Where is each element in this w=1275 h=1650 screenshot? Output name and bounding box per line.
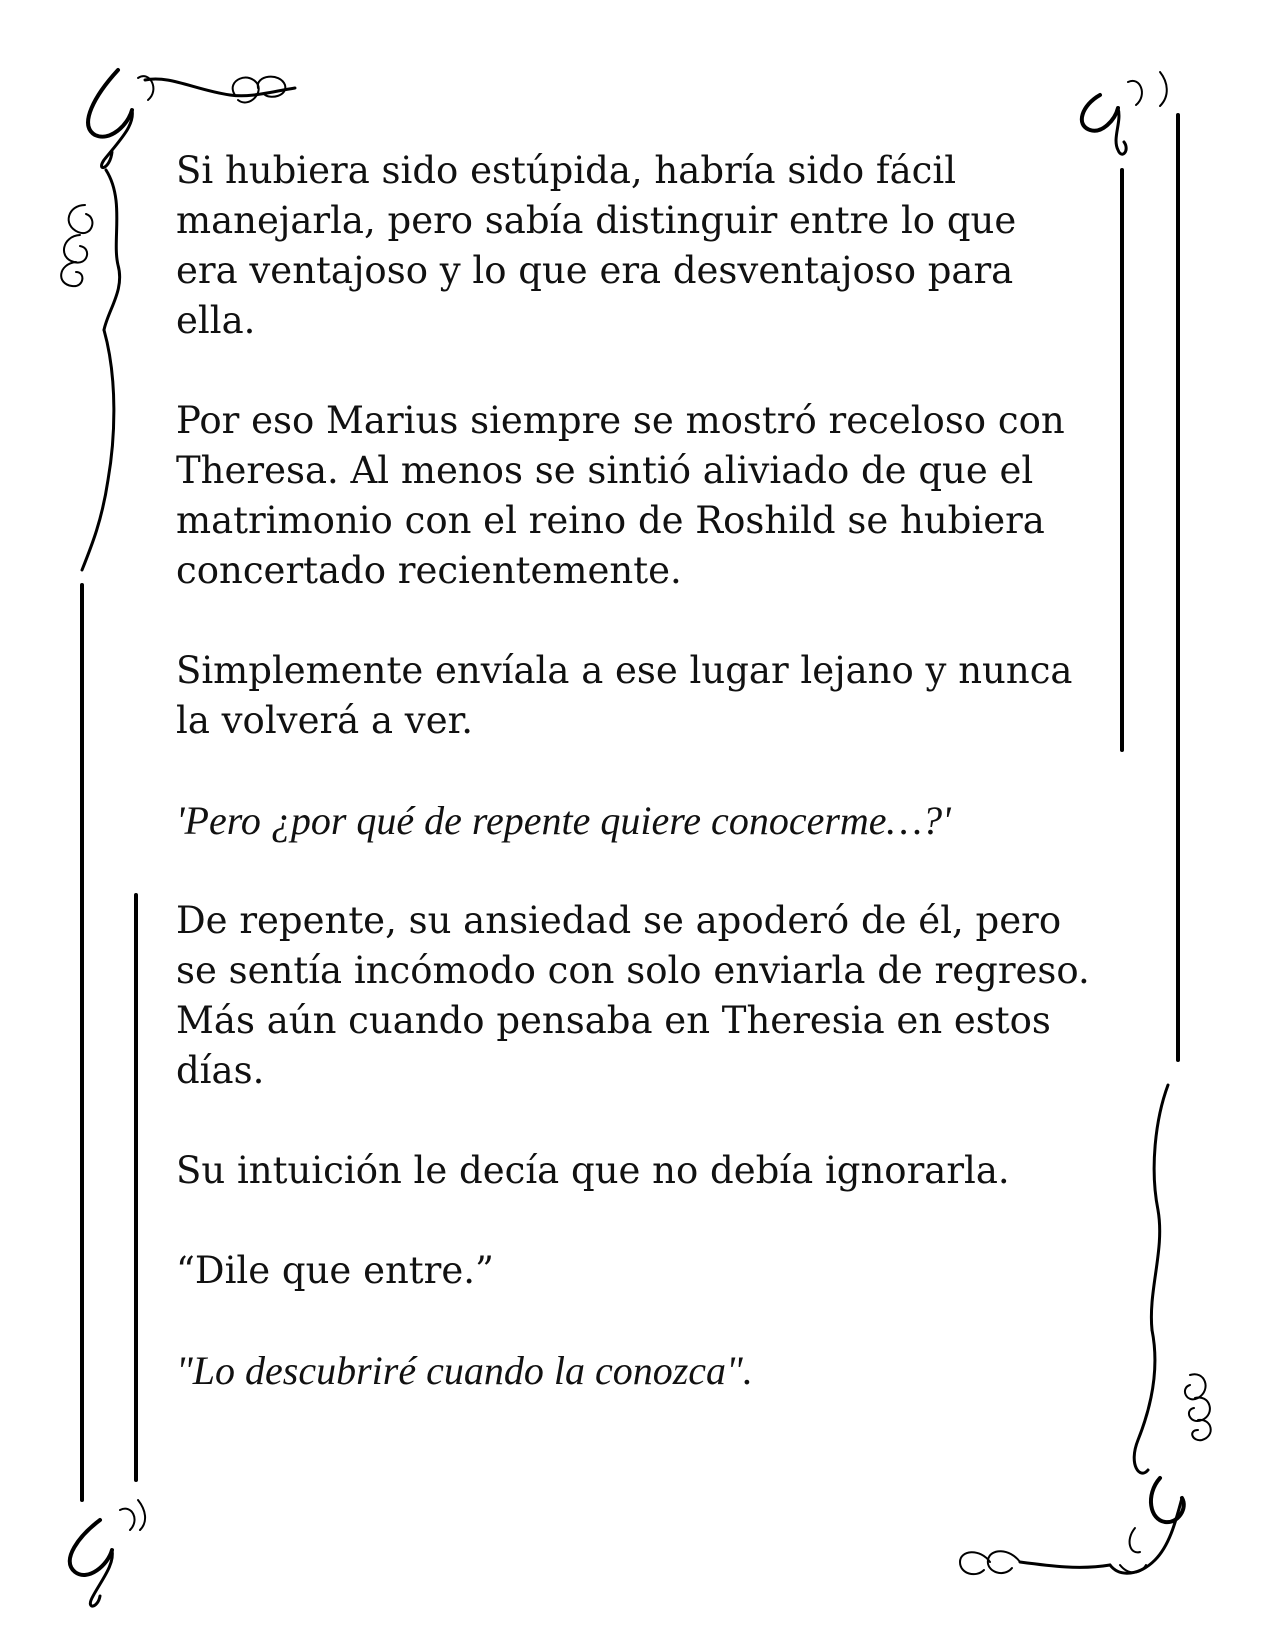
- text-line: ella.: [176, 299, 256, 342]
- text-line: Si hubiera sido estúpida, habría sido fácil: [176, 149, 957, 192]
- text-line: Simplemente envíala a ese lugar lejano y nunca: [176, 649, 1073, 692]
- paragraph-7-dialogue: [176, 1246, 1106, 1296]
- paragraph-5: [176, 896, 1106, 1096]
- text-line: era ventajoso y lo que era desventajoso para: [176, 249, 1014, 292]
- paragraph-8-thought: [176, 1346, 1106, 1396]
- text-line: De repente, su ansiedad se apoderó de él, pero: [176, 899, 1062, 942]
- text-line: “Dile que entre.”: [176, 1249, 494, 1292]
- text-line: Por eso Marius siempre se mostró receloso con: [176, 399, 1065, 442]
- text-line: 'Pero ¿por qué de repente quiere conocerme…?': [176, 798, 951, 843]
- text-line: manejarla, pero sabía distinguir entre lo que: [176, 199, 1017, 242]
- text-line: días.: [176, 1049, 265, 1092]
- text-line: se sentía incómodo con solo enviarla de regreso.: [176, 949, 1090, 992]
- paragraph-4-thought: [176, 796, 1106, 846]
- document-body: [176, 146, 1106, 1446]
- paragraph-2: [176, 396, 1106, 596]
- paragraph-1: [176, 146, 1106, 346]
- text-line: la volverá a ver.: [176, 699, 473, 742]
- text-line: concertado recientemente.: [176, 549, 682, 592]
- top-right-flourish-icon: [1082, 72, 1167, 154]
- paragraph-3: [176, 646, 1106, 746]
- text-line: Más aún cuando pensaba en Theresia en estos: [176, 999, 1051, 1042]
- text-line: Theresa. Al menos se sintió aliviado de que el: [176, 449, 1034, 492]
- text-line: "Lo descubriré cuando la conozca".: [176, 1348, 753, 1393]
- text-line: matrimonio con el reino de Roshild se hubiera: [176, 499, 1045, 542]
- bottom-left-flourish-icon: [70, 1500, 145, 1606]
- paragraph-6: [176, 1146, 1106, 1196]
- text-line: Su intuición le decía que no debía ignorarla.: [176, 1149, 1010, 1192]
